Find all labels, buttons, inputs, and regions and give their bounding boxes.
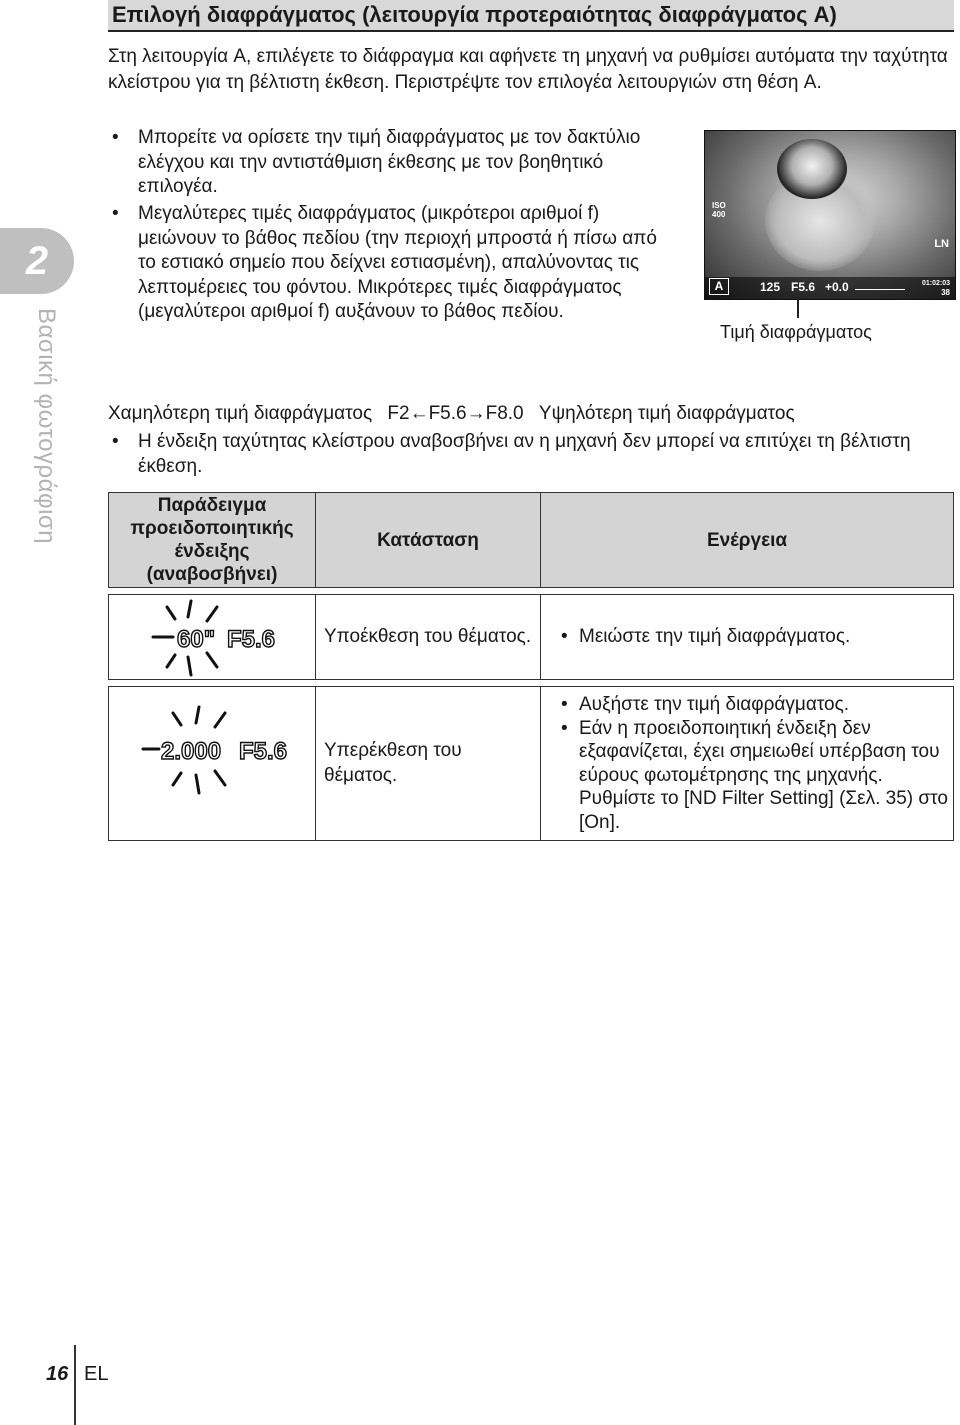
warning-shutter-value: 2.000 [161, 738, 222, 765]
blinking-display-icon [109, 595, 315, 679]
table-spacer [109, 680, 954, 687]
warning-table [108, 492, 954, 841]
aperture-display: F5.6 [791, 280, 816, 294]
action-item: • Μειώστε την τιμή διαφράγματος. [561, 625, 953, 649]
bullet-dot: • [112, 431, 119, 452]
table-row [109, 595, 954, 680]
bullet-dot: • [112, 203, 119, 224]
camera-screen-photo [704, 130, 956, 300]
recording-time: 01:02:03 [921, 280, 950, 287]
warning-example-cell [109, 687, 316, 841]
aperture-range-high: Υψηλότερη τιμή διαφράγματος [538, 403, 795, 424]
aperture-caption: Τιμή διαφράγματος [720, 322, 872, 342]
exposure-scale [855, 289, 905, 290]
action-cell [541, 687, 954, 841]
iso-label: ISO [712, 201, 726, 210]
shutter-speed-display: 125 [760, 280, 781, 294]
shooting-mode-indicator: A [709, 278, 729, 295]
chapter-number: 2 [25, 239, 49, 283]
condition-cell: Υποέκθεση του θέματος. [316, 595, 541, 680]
warning-example-cell [109, 595, 316, 680]
action-item: • Αυξήστε την τιμή διαφράγματος. [561, 693, 953, 717]
blinking-display-icon [109, 687, 315, 799]
aperture-range-values: F2←F5.6→F8.0 [387, 403, 524, 424]
condition-cell: Υπερέκθεση του θέματος. [316, 687, 541, 841]
bullet-dot: • [112, 127, 119, 148]
image-quality-indicator: LN [934, 238, 949, 250]
warning-shutter-value: 60" [177, 626, 216, 653]
header-action: Ενέργεια [541, 493, 954, 588]
bullet-text: Μεγαλύτερες τιμές διαφράγματος (μικρότεροι αριθμοί f) μειώνουν το βάθος πεδίου (την περιοχή μπροστά ή πίσω από το εστιακό σημείο που δείχνει εστιασμένη), απαλύνοντας τις λεπτομέρειες του φόντου. Μικρότερες τιμές διαφράγματος (μεγαλύτεροι αριθμοί f) αυξάνουν το βάθος πεδίου. [138, 203, 657, 322]
footer-divider [74, 1345, 76, 1425]
header-condition: Κατάσταση [316, 493, 541, 588]
action-list [541, 693, 953, 834]
chapter-title: Βασική φωτογράφιση [33, 308, 60, 545]
exposure-comp-display: +0.0 [825, 280, 849, 294]
iso-value: 400 [712, 210, 726, 219]
bullet-text: Μπορείτε να ορίσετε την τιμή διαφράγματος με τον δακτύλιο ελέγχου και την αντιστάθμιση έκθεσης με τον βοηθητικό επιλογέα. [138, 127, 641, 197]
iso-indicator [712, 201, 726, 219]
photo-subject-dog [777, 139, 847, 199]
bullet-text: Η ένδειξη ταχύτητας κλείστρου αναβοσβήνει αν η μηχανή δεν μπορεί να επιτύχει τη βέλτιστη έκθεση. [138, 431, 911, 477]
header-example: Παράδειγμα προειδοποιητικής ένδειξης (αναβοσβήνει) [109, 493, 316, 588]
intro-paragraph: Στη λειτουργία A, επιλέγετε το διάφραγμα και αφήνετε τη μηχανή να ρυθμίσει αυτόματα την ταχύτητα κλείστρου για τη βέλτιστη έκθεση. Περιστρέψτε τον επιλογέα λειτουργιών στη θέση A. [108, 46, 948, 93]
action-item: • Εάν η προειδοποιητική ένδειξη δεν εξαφανίζεται, έχει σημειωθεί υπέρβαση του εύρους φωτομέτρησης της μηχανής. Ρυθμίστε το [ND Filter Setting] (Σελ. 35) στο [On]. [561, 717, 953, 835]
aperture-range [108, 403, 795, 425]
shots-remaining: 38 [941, 288, 950, 297]
section-title: Επιλογή διαφράγματος (λειτουργία προτεραιότητας διαφράγματος A) [108, 0, 954, 32]
table-header-row [109, 493, 954, 588]
aperture-range-low: Χαμηλότερη τιμή διαφράγματος [108, 403, 373, 424]
warning-aperture-value: F5.6 [227, 626, 276, 653]
caption-pointer-line [797, 296, 799, 318]
action-cell [541, 595, 954, 680]
table-row [109, 687, 954, 841]
page-language: EL [84, 1363, 109, 1385]
page-number: 16 [46, 1363, 69, 1385]
warning-aperture-value: F5.6 [239, 738, 288, 765]
action-list [541, 625, 953, 649]
table-spacer [109, 588, 954, 595]
